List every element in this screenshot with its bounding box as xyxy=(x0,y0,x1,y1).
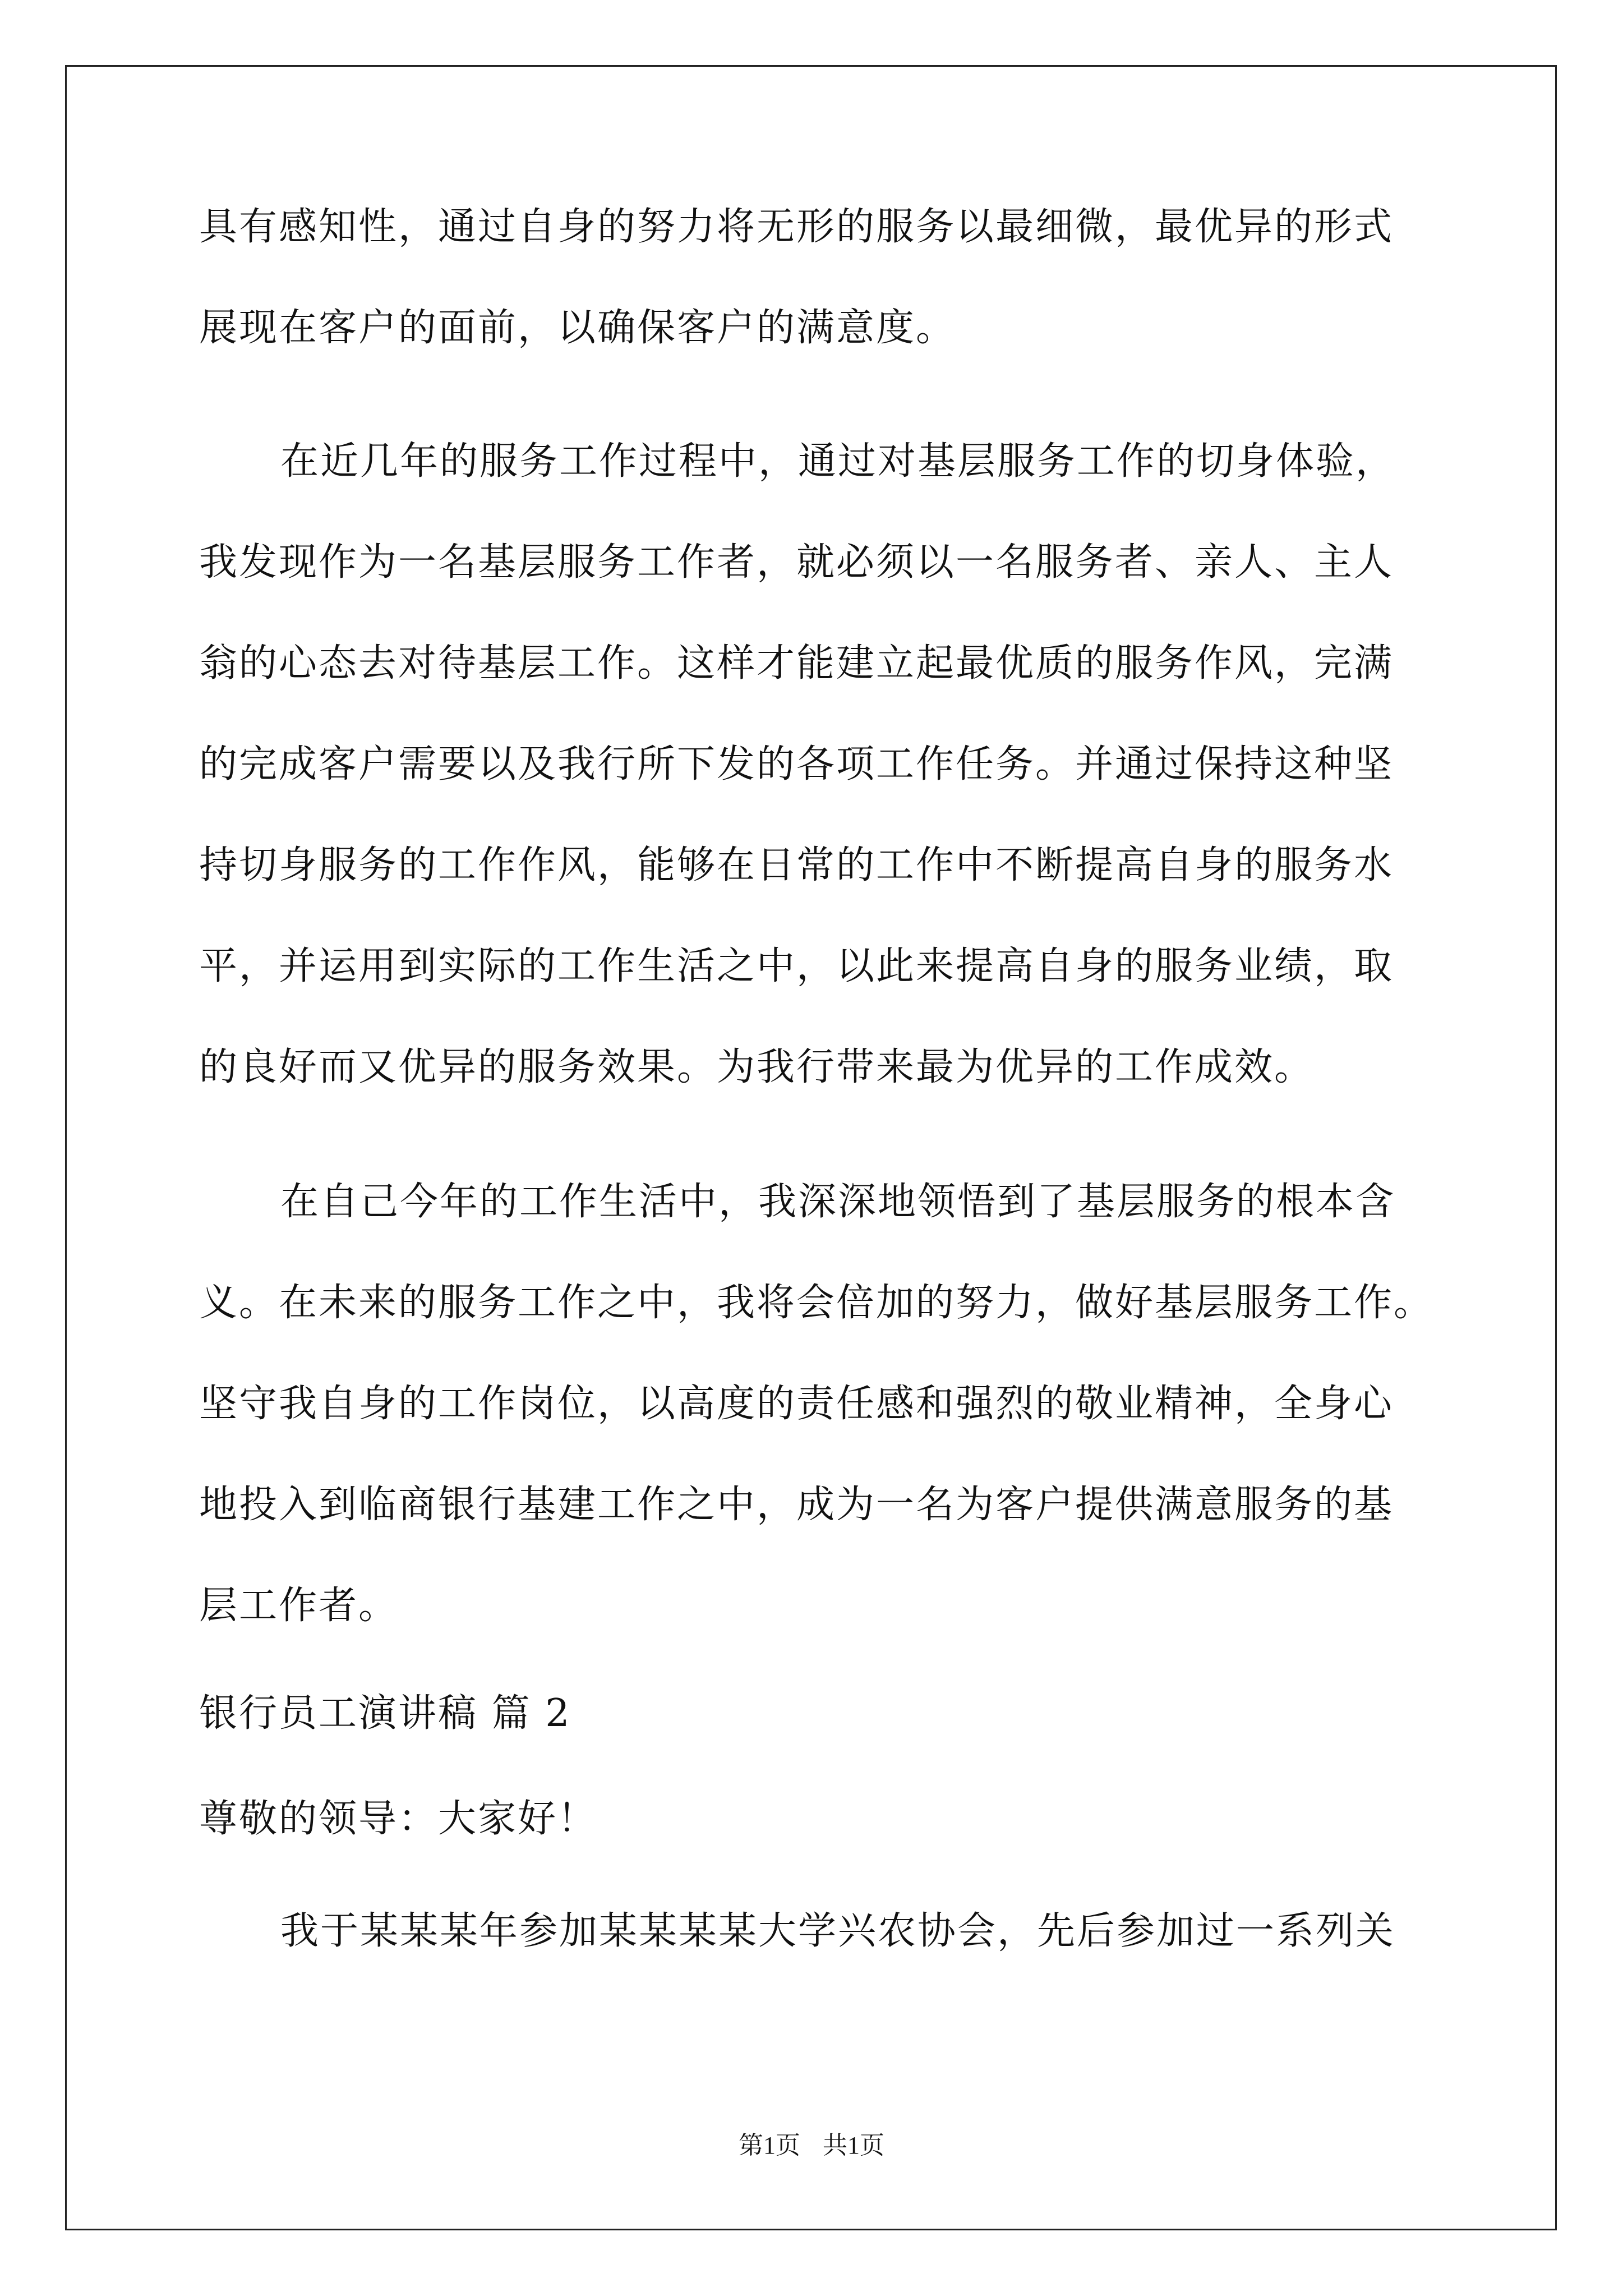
text-line: 翁的心态去对待基层工作。这样才能建立起最优质的服务作风，完满 xyxy=(199,641,1394,685)
text-line: 义。在未来的服务工作之中，我将会倍加的努力，做好基层服务工作。 xyxy=(199,1281,1434,1325)
text-line: 层工作者。 xyxy=(199,1584,399,1628)
paragraph-start-line: 在自己今年的工作生活中，我深深地领悟到了基层服务的根本含 xyxy=(280,1180,1396,1224)
page-footer xyxy=(0,2129,1623,2162)
text-line: 我发现作为一名基层服务工作者，就必须以一名服务者、亲人、主人 xyxy=(199,540,1394,585)
text-line: 具有感知性，通过自身的努力将无形的服务以最细微，最优异的形式 xyxy=(199,205,1394,249)
text-line: 地投入到临商银行基建工作之中，成为一名为客户提供满意服务的基 xyxy=(199,1483,1394,1527)
section-heading: 银行员工演讲稿 篇 2 xyxy=(199,1691,571,1736)
page-border xyxy=(65,65,1557,2230)
paragraph-start-line: 在近几年的服务工作过程中，通过对基层服务工作的切身体验， xyxy=(280,439,1396,484)
text-line: 平，并运用到实际的工作生活之中，以此来提高自身的服务业绩，取 xyxy=(199,944,1394,988)
salutation: 尊敬的领导：大家好！ xyxy=(199,1797,598,1841)
text-line: 持切身服务的工作作风，能够在日常的工作中不断提高自身的服务水 xyxy=(199,843,1394,887)
paragraph-start-line: 我于某某某年参加某某某某大学兴农协会，先后参加过一系列关 xyxy=(280,1909,1396,1953)
text-line: 展现在客户的面前，以确保客户的满意度。 xyxy=(199,306,956,350)
page-total: 共1页 xyxy=(823,2132,884,2159)
text-line: 的完成客户需要以及我行所下发的各项工作任务。并通过保持这种坚 xyxy=(199,742,1394,786)
text-line: 的良好而又优异的服务效果。为我行带来最为优异的工作成效。 xyxy=(199,1045,1315,1089)
page-number: 第1页 xyxy=(739,2132,800,2159)
text-line: 坚守我自身的工作岗位，以高度的责任感和强烈的敬业精神，全身心 xyxy=(199,1382,1394,1426)
